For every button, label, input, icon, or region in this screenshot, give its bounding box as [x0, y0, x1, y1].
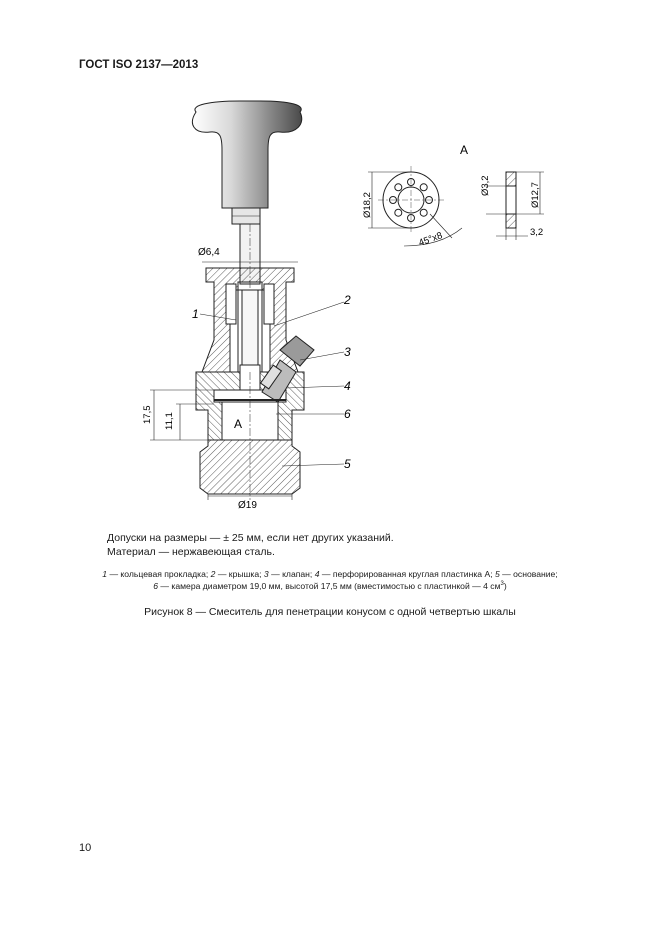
knob: [192, 101, 301, 208]
angle-label: 45°x8: [417, 230, 444, 249]
legend-n4: 4: [314, 569, 320, 579]
legend-sup: 3: [500, 581, 504, 588]
hole-diameter-label: Ø3,2: [480, 175, 491, 196]
legend-n6: 6: [153, 581, 159, 591]
legend-t1: — кольцевая прокладка;: [107, 569, 211, 579]
page-number: 10: [79, 842, 92, 854]
rod-diameter-label: Ø6,4: [198, 247, 220, 258]
thickness-label: 3,2: [530, 227, 544, 238]
inner-diameter-label: Ø12,7: [530, 182, 541, 208]
height-175-label: 17,5: [142, 405, 153, 424]
plate-diameter-label: Ø18,2: [362, 192, 373, 218]
legend-n3: 3: [263, 569, 269, 579]
legend-t5: — основание;: [499, 569, 558, 579]
legend-t3: — клапан;: [268, 569, 315, 579]
callout-6: 6: [344, 407, 351, 421]
legend-line-1: [70, 569, 590, 579]
chamber-diameter-label: Ø19: [238, 500, 257, 511]
view-a-label: A: [460, 143, 469, 157]
legend-n1: 1: [102, 569, 108, 579]
section-a-label: A: [234, 417, 243, 431]
callout-3: 3: [344, 345, 351, 359]
legend-n5: 5: [494, 569, 500, 579]
callout-4: 4: [344, 379, 351, 393]
callout-2: 2: [344, 293, 351, 307]
legend-t4: — перфорированная круглая пластинка A;: [319, 569, 495, 579]
callout-1: 1: [192, 307, 199, 321]
legend-line-2: [70, 581, 590, 591]
tolerance-note: Допуски на размеры — ± 25 мм, если нет других указаний.: [107, 532, 394, 544]
material-note: Материал — нержавеющая сталь.: [107, 546, 275, 558]
document-header: ГОСТ ISO 2137—2013: [79, 59, 199, 71]
figure-caption: Рисунок 8 — Смеситель для пенетрации конусом с одной четвертью шкалы: [144, 606, 516, 618]
legend-n2: 2: [210, 569, 216, 579]
detail-plate: [368, 166, 462, 246]
height-111-label: 11,1: [164, 412, 175, 430]
legend-end: ): [503, 581, 507, 591]
legend-t6: — камера диаметром 19,0 мм, высотой 17,5 мм (вместимостью с пластинкой — 4 см: [158, 581, 501, 591]
callout-5: 5: [344, 457, 351, 471]
legend-t2: — крышка;: [215, 569, 264, 579]
